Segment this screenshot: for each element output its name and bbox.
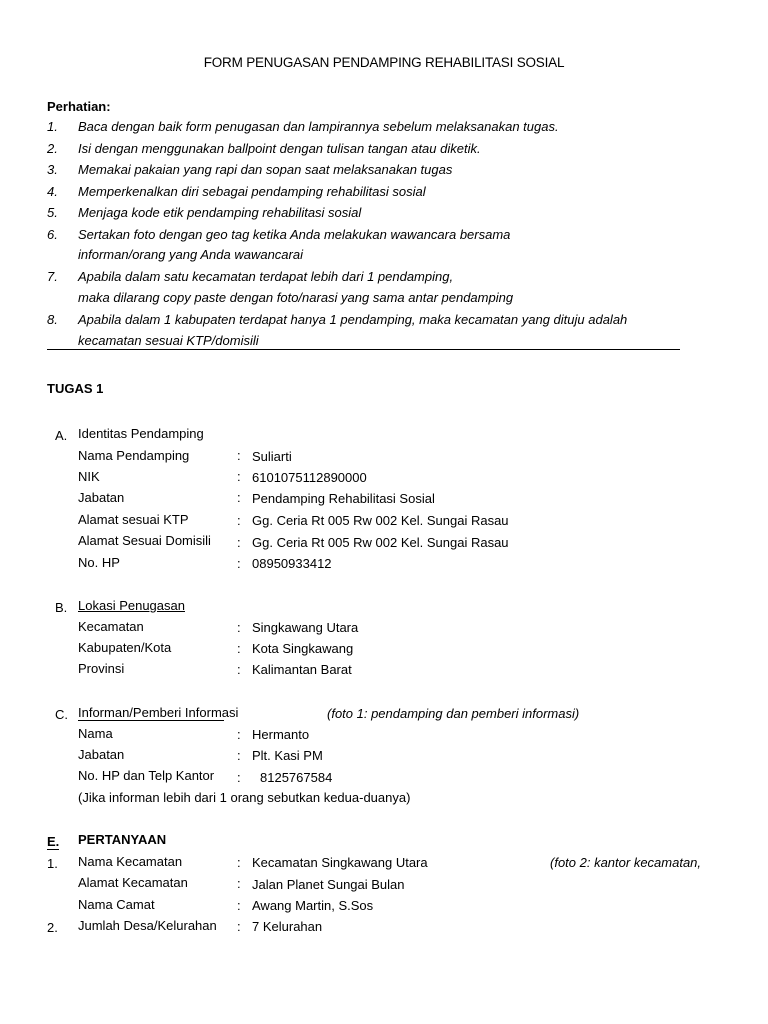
perhatian-item-number: 2. [47, 141, 58, 156]
question-answer: Kecamatan Singkawang Utara [252, 855, 428, 870]
perhatian-item-text: Sertakan foto dengan geo tag ketika Anda melakukan wawancara bersama [78, 227, 511, 242]
field-separator: : [237, 535, 241, 550]
perhatian-item-text: Apabila dalam satu kecamatan terdapat lebih dari 1 pendamping, [78, 269, 454, 284]
perhatian-item-text: Baca dengan baik form penugasan dan lampirannya sebelum melaksanakan tugas. [78, 119, 559, 134]
field-label: No. HP [78, 555, 120, 570]
field-label: Nama [78, 726, 113, 741]
field-separator: : [237, 448, 241, 463]
field-label: Kecamatan [78, 619, 144, 634]
field-value: Kalimantan Barat [252, 662, 352, 677]
perhatian-item-number: 5. [47, 205, 58, 220]
perhatian-item-number: 7. [47, 269, 58, 284]
field-label: NIK [78, 469, 100, 484]
field-label: No. HP dan Telp Kantor [78, 768, 215, 783]
informan-footnote: (Jika informan lebih dari 1 orang sebutkan kedua-duanya) [78, 790, 411, 805]
field-separator: : [237, 855, 241, 870]
field-value: Hermanto [252, 727, 310, 742]
field-label: Nama Pendamping [78, 448, 190, 463]
field-separator: : [237, 641, 241, 656]
field-value: Singkawang Utara [252, 620, 359, 635]
section-c-heading: Informan/Pemberi Informasi [78, 705, 239, 720]
photo-note: (foto 1: pendamping dan pemberi informasi) [327, 706, 580, 721]
field-value: Pendamping Rehabilitasi Sosial [252, 491, 435, 506]
perhatian-item-number: 6. [47, 227, 58, 242]
tugas-heading: TUGAS 1 [47, 381, 104, 396]
perhatian-item-text-cont: kecamatan sesuai KTP/domisili [78, 333, 259, 348]
field-separator: : [237, 556, 241, 571]
question-answer: Jalan Planet Sungai Bulan [252, 877, 405, 892]
field-label: Kabupaten/Kota [78, 640, 172, 655]
divider-line [47, 349, 680, 350]
question-label: Jumlah Desa/Kelurahan [78, 918, 217, 933]
field-label: Alamat Sesuai Domisili [78, 533, 211, 548]
section-e-letter-underline [47, 849, 59, 850]
field-separator: : [237, 898, 241, 913]
field-value: Gg. Ceria Rt 005 Rw 002 Kel. Sungai Rasau [252, 513, 509, 528]
field-separator: : [237, 490, 241, 505]
field-label: Jabatan [78, 490, 125, 505]
section-a-heading: Identitas Pendamping [78, 426, 204, 441]
perhatian-item-number: 4. [47, 184, 58, 199]
section-a-letter: A. [55, 428, 68, 443]
question-label: Nama Camat [78, 897, 155, 912]
question-answer: Awang Martin, S.Sos [252, 898, 374, 913]
section-b-letter: B. [55, 600, 68, 615]
field-separator: : [237, 662, 241, 677]
section-b-heading: Lokasi Penugasan [78, 598, 185, 613]
field-value: Suliarti [252, 449, 292, 464]
field-separator: : [237, 876, 241, 891]
field-separator: : [237, 727, 241, 742]
section-c-letter: C. [55, 707, 68, 722]
form-title: FORM PENUGASAN PENDAMPING REHABILITASI SOSIAL [203, 55, 565, 70]
question-label: Nama Kecamatan [78, 854, 183, 869]
question-number: 2. [47, 920, 58, 935]
field-value: Gg. Ceria Rt 005 Rw 002 Kel. Sungai Rasau [252, 535, 509, 550]
perhatian-item-text: Memakai pakaian yang rapi dan sopan saat melaksanakan tugas [78, 162, 453, 177]
perhatian-item-text: Menjaga kode etik pendamping rehabilitasi sosial [78, 205, 362, 220]
field-label: Alamat sesuai KTP [78, 512, 189, 527]
field-value: 6101075112890000 [252, 470, 367, 485]
field-separator: : [237, 919, 241, 934]
question-label: Alamat Kecamatan [78, 875, 188, 890]
perhatian-item-number: 1. [47, 119, 58, 134]
perhatian-item-number: 3. [47, 162, 58, 177]
field-label: Provinsi [78, 661, 125, 676]
section-e-heading: PERTANYAAN [78, 832, 167, 847]
field-value: Kota Singkawang [252, 641, 354, 656]
field-separator: : [237, 770, 241, 785]
section-e-letter: E. [47, 834, 60, 849]
field-separator: : [237, 469, 241, 484]
perhatian-item-text: Apabila dalam 1 kabupaten terdapat hanya 1 pendamping, maka kecamatan yang dituju adalah [78, 312, 628, 327]
question-answer: 7 Kelurahan [252, 919, 323, 934]
field-separator: : [237, 620, 241, 635]
field-separator: : [237, 748, 241, 763]
field-value: 08950933412 [252, 556, 332, 571]
perhatian-item-text: Memperkenalkan diri sebagai pendamping rehabilitasi sosial [78, 184, 426, 199]
perhatian-item-text: Isi dengan menggunakan ballpoint dengan tulisan tangan atau diketik. [78, 141, 481, 156]
field-label: Jabatan [78, 747, 125, 762]
section-c-heading-underline [78, 720, 224, 721]
perhatian-item-text-cont: maka dilarang copy paste dengan foto/narasi yang sama antar pendamping [78, 290, 514, 305]
field-separator: : [237, 513, 241, 528]
question-number: 1. [47, 856, 58, 871]
perhatian-heading: Perhatian: [47, 99, 111, 114]
perhatian-item-text-cont: informan/orang yang Anda wawancarai [78, 247, 303, 262]
field-value: Plt. Kasi PM [252, 748, 323, 763]
perhatian-item-number: 8. [47, 312, 58, 327]
field-value: 8125767584 [260, 770, 333, 785]
photo-note: (foto 2: kantor kecamatan, [550, 855, 702, 870]
